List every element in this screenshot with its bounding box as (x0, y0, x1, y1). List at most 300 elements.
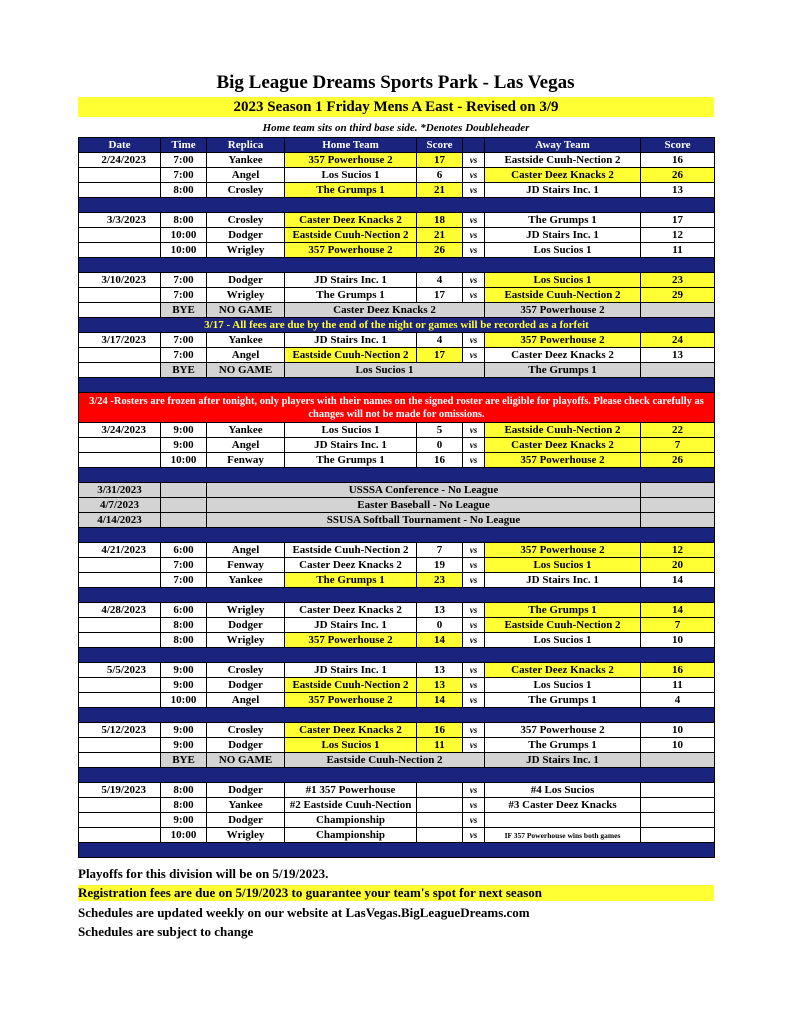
table-row (79, 633, 715, 648)
bye-label: BYE (161, 753, 207, 768)
fees-notice-row (79, 318, 715, 333)
week-divider (79, 648, 715, 663)
week-divider (79, 708, 715, 723)
game-date (79, 828, 161, 843)
game-time: 9:00 (161, 678, 207, 693)
game-date (79, 693, 161, 708)
home-score: 21 (417, 228, 463, 243)
game-date (79, 243, 161, 258)
away-team: The Grumps 1 (485, 213, 641, 228)
replica-field: Yankee (207, 798, 285, 813)
replica-field: Dodger (207, 813, 285, 828)
away-team: JD Stairs Inc. 1 (485, 573, 641, 588)
game-date: 5/12/2023 (79, 723, 161, 738)
home-score (417, 813, 463, 828)
vs-label: vs (463, 288, 485, 303)
empty-cell (161, 483, 207, 498)
game-date: 3/24/2023 (79, 423, 161, 438)
game-date (79, 618, 161, 633)
replica-field: Dodger (207, 678, 285, 693)
table-row (79, 723, 715, 738)
home-team: The Grumps 1 (285, 288, 417, 303)
vs-label: vs (463, 723, 485, 738)
vs-label: vs (463, 798, 485, 813)
vs-label: vs (463, 153, 485, 168)
game-date (79, 738, 161, 753)
home-score: 4 (417, 273, 463, 288)
table-row (79, 423, 715, 438)
home-score: 17 (417, 153, 463, 168)
vs-label: vs (463, 693, 485, 708)
table-row (79, 273, 715, 288)
replica-field: Yankee (207, 423, 285, 438)
home-score: 0 (417, 618, 463, 633)
no-game-label: NO GAME (207, 363, 285, 378)
replica-field: Wrigley (207, 288, 285, 303)
header-row (79, 138, 715, 153)
away-team: The Grumps 1 (485, 693, 641, 708)
table-row (79, 783, 715, 798)
home-score: 16 (417, 453, 463, 468)
home-score (417, 798, 463, 813)
home-team: Los Sucios 1 (285, 168, 417, 183)
game-time: 7:00 (161, 558, 207, 573)
home-team: Championship (285, 813, 417, 828)
game-date (79, 798, 161, 813)
home-team: Eastside Cuuh-Nection 2 (285, 543, 417, 558)
bye-home-team: Caster Deez Knacks 2 (285, 303, 485, 318)
no-game-label: NO GAME (207, 303, 285, 318)
away-score: 20 (641, 558, 715, 573)
empty-cell (641, 498, 715, 513)
game-date: 4/21/2023 (79, 543, 161, 558)
game-time: 9:00 (161, 723, 207, 738)
game-time: 8:00 (161, 798, 207, 813)
no-league-date: 4/7/2023 (79, 498, 161, 513)
game-date (79, 633, 161, 648)
table-row (79, 618, 715, 633)
table-row (79, 738, 715, 753)
season-subtitle: 2023 Season 1 Friday Mens A East - Revised on 3/9 (78, 97, 714, 117)
home-team: Los Sucios 1 (285, 738, 417, 753)
home-team: The Grumps 1 (285, 573, 417, 588)
home-team: 357 Powerhouse 2 (285, 633, 417, 648)
home-score: 17 (417, 288, 463, 303)
no-league-label: USSSA Conference - No League (207, 483, 641, 498)
away-team: 357 Powerhouse 2 (485, 333, 641, 348)
home-score: 17 (417, 348, 463, 363)
game-time: 8:00 (161, 183, 207, 198)
game-date (79, 753, 161, 768)
away-score: 11 (641, 243, 715, 258)
page-title: Big League Dreams Sports Park - Las Vegas (216, 72, 575, 93)
no-league-date: 4/14/2023 (79, 513, 161, 528)
table-row (79, 813, 715, 828)
game-date: 4/28/2023 (79, 603, 161, 618)
game-time: 9:00 (161, 423, 207, 438)
away-score (641, 798, 715, 813)
game-date: 3/17/2023 (79, 333, 161, 348)
game-date: 3/10/2023 (79, 273, 161, 288)
away-score (641, 813, 715, 828)
week-divider (79, 528, 715, 543)
game-time: 8:00 (161, 618, 207, 633)
home-team: Caster Deez Knacks 2 (285, 723, 417, 738)
no-league-row (79, 483, 715, 498)
home-score: 13 (417, 603, 463, 618)
game-time: 7:00 (161, 573, 207, 588)
replica-field: Yankee (207, 333, 285, 348)
home-score: 21 (417, 183, 463, 198)
away-score: 10 (641, 738, 715, 753)
away-team: Caster Deez Knacks 2 (485, 348, 641, 363)
game-date (79, 303, 161, 318)
vs-label: vs (463, 783, 485, 798)
away-score: 26 (641, 168, 715, 183)
subject-to-change-note: Schedules are subject to change (78, 924, 254, 939)
game-time: 7:00 (161, 168, 207, 183)
home-team: JD Stairs Inc. 1 (285, 333, 417, 348)
away-score: 12 (641, 228, 715, 243)
away-team: Eastside Cuuh-Nection 2 (485, 288, 641, 303)
home-team: Caster Deez Knacks 2 (285, 603, 417, 618)
away-score: 14 (641, 573, 715, 588)
vs-label: vs (463, 663, 485, 678)
empty-cell (161, 498, 207, 513)
away-team: IF 357 Powerhouse wins both games (485, 828, 641, 843)
header-time: Time (161, 138, 207, 153)
vs-label: vs (463, 438, 485, 453)
away-team: Caster Deez Knacks 2 (485, 663, 641, 678)
replica-field: Dodger (207, 618, 285, 633)
home-team: #2 Eastside Cuuh-Nection (285, 798, 417, 813)
home-team: The Grumps 1 (285, 183, 417, 198)
empty-cell (641, 513, 715, 528)
bye-away-team: 357 Powerhouse 2 (485, 303, 641, 318)
game-time: 6:00 (161, 603, 207, 618)
empty-cell (161, 513, 207, 528)
away-team: Los Sucios 1 (485, 243, 641, 258)
game-time: 9:00 (161, 663, 207, 678)
game-time: 9:00 (161, 738, 207, 753)
table-row (79, 348, 715, 363)
game-date (79, 288, 161, 303)
vs-label: vs (463, 333, 485, 348)
replica-field: Crosley (207, 213, 285, 228)
bye-away-team: JD Stairs Inc. 1 (485, 753, 641, 768)
away-score: 23 (641, 273, 715, 288)
away-team: 357 Powerhouse 2 (485, 543, 641, 558)
replica-field: Yankee (207, 573, 285, 588)
replica-field: Wrigley (207, 603, 285, 618)
vs-label: vs (463, 243, 485, 258)
table-row (79, 543, 715, 558)
vs-label: vs (463, 543, 485, 558)
game-date: 2/24/2023 (79, 153, 161, 168)
away-score: 22 (641, 423, 715, 438)
home-team: Eastside Cuuh-Nection 2 (285, 678, 417, 693)
week-divider (79, 588, 715, 603)
no-league-row (79, 498, 715, 513)
away-score: 10 (641, 633, 715, 648)
away-score: 17 (641, 213, 715, 228)
home-score: 11 (417, 738, 463, 753)
vs-label: vs (463, 213, 485, 228)
week-divider (79, 378, 715, 393)
home-score: 5 (417, 423, 463, 438)
replica-field: Crosley (207, 663, 285, 678)
no-league-label: SSUSA Softball Tournament - No League (207, 513, 641, 528)
away-score (641, 783, 715, 798)
table-row (79, 453, 715, 468)
schedule-table (78, 137, 715, 858)
game-date: 5/5/2023 (79, 663, 161, 678)
bye-score (641, 753, 715, 768)
vs-label: vs (463, 813, 485, 828)
table-row (79, 438, 715, 453)
game-time: 7:00 (161, 273, 207, 288)
away-team: Eastside Cuuh-Nection 2 (485, 153, 641, 168)
vs-label: vs (463, 168, 485, 183)
roster-notice-row (79, 393, 715, 423)
away-score: 13 (641, 183, 715, 198)
game-date (79, 813, 161, 828)
game-time: 7:00 (161, 153, 207, 168)
home-team: Eastside Cuuh-Nection 2 (285, 228, 417, 243)
home-team: 357 Powerhouse 2 (285, 243, 417, 258)
away-score: 16 (641, 153, 715, 168)
game-time: 8:00 (161, 783, 207, 798)
game-time: 9:00 (161, 813, 207, 828)
week-divider (79, 843, 715, 858)
game-date (79, 678, 161, 693)
replica-field: Wrigley (207, 633, 285, 648)
home-team: #1 357 Powerhouse (285, 783, 417, 798)
playoffs-note: Playoffs for this division will be on 5/19/2023. (78, 866, 329, 881)
game-date (79, 438, 161, 453)
game-time: 9:00 (161, 438, 207, 453)
table-row (79, 333, 715, 348)
header-away-score: Score (641, 138, 715, 153)
home-score (417, 828, 463, 843)
no-league-row (79, 513, 715, 528)
away-score: 7 (641, 618, 715, 633)
away-score: 29 (641, 288, 715, 303)
no-game-label: NO GAME (207, 753, 285, 768)
table-row (79, 288, 715, 303)
bye-row (79, 363, 715, 378)
home-score: 0 (417, 438, 463, 453)
away-score: 24 (641, 333, 715, 348)
empty-cell (641, 483, 715, 498)
game-date: 3/3/2023 (79, 213, 161, 228)
home-score: 19 (417, 558, 463, 573)
replica-field: Fenway (207, 453, 285, 468)
bye-label: BYE (161, 363, 207, 378)
vs-label: vs (463, 273, 485, 288)
header-date: Date (79, 138, 161, 153)
away-score (641, 828, 715, 843)
game-date (79, 453, 161, 468)
game-date (79, 183, 161, 198)
away-team: The Grumps 1 (485, 738, 641, 753)
game-time: 7:00 (161, 348, 207, 363)
home-team: JD Stairs Inc. 1 (285, 618, 417, 633)
home-score: 14 (417, 693, 463, 708)
home-team: 357 Powerhouse 2 (285, 693, 417, 708)
home-score: 13 (417, 663, 463, 678)
away-team: 357 Powerhouse 2 (485, 723, 641, 738)
game-time: 7:00 (161, 288, 207, 303)
replica-field: Angel (207, 543, 285, 558)
away-team (485, 813, 641, 828)
away-team: #3 Caster Deez Knacks (485, 798, 641, 813)
home-score: 6 (417, 168, 463, 183)
home-score: 26 (417, 243, 463, 258)
game-time: 7:00 (161, 333, 207, 348)
bye-row (79, 303, 715, 318)
game-time: 8:00 (161, 633, 207, 648)
home-team: JD Stairs Inc. 1 (285, 273, 417, 288)
header-home-team: Home Team (285, 138, 417, 153)
vs-label: vs (463, 453, 485, 468)
header-vs (463, 138, 485, 153)
replica-field: Crosley (207, 183, 285, 198)
home-score (417, 783, 463, 798)
bye-away-team: The Grumps 1 (485, 363, 641, 378)
away-team: Caster Deez Knacks 2 (485, 168, 641, 183)
vs-label: vs (463, 633, 485, 648)
home-team: JD Stairs Inc. 1 (285, 438, 417, 453)
away-score: 10 (641, 723, 715, 738)
website-note: Schedules are updated weekly on our website at LasVegas.BigLeagueDreams.com (78, 905, 530, 920)
game-date (79, 558, 161, 573)
replica-field: Angel (207, 348, 285, 363)
roster-notice: 3/24 -Rosters are frozen after tonight, only players with their names on the signed roster are eligible for playoffs. Please check carefully as changes will not be made for omissions. (79, 393, 715, 423)
week-divider (79, 468, 715, 483)
away-score: 14 (641, 603, 715, 618)
away-team: Eastside Cuuh-Nection 2 (485, 423, 641, 438)
table-row (79, 603, 715, 618)
table-row (79, 798, 715, 813)
game-date (79, 573, 161, 588)
fees-notice: 3/17 - All fees are due by the end of the night or games will be recorded as a forfeit (79, 318, 715, 333)
game-time: 10:00 (161, 828, 207, 843)
bye-home-team: Los Sucios 1 (285, 363, 485, 378)
bye-label: BYE (161, 303, 207, 318)
replica-field: Dodger (207, 783, 285, 798)
away-score: 12 (641, 543, 715, 558)
table-row (79, 828, 715, 843)
week-divider (79, 258, 715, 273)
home-team: Caster Deez Knacks 2 (285, 213, 417, 228)
table-row (79, 558, 715, 573)
game-date (79, 348, 161, 363)
home-team: Caster Deez Knacks 2 (285, 558, 417, 573)
vs-label: vs (463, 828, 485, 843)
table-row (79, 573, 715, 588)
table-row (79, 228, 715, 243)
vs-label: vs (463, 348, 485, 363)
header-replica: Replica (207, 138, 285, 153)
header-home-score: Score (417, 138, 463, 153)
table-row (79, 243, 715, 258)
away-score: 4 (641, 693, 715, 708)
home-team: Championship (285, 828, 417, 843)
home-score: 13 (417, 678, 463, 693)
vs-label: vs (463, 678, 485, 693)
game-time: 8:00 (161, 213, 207, 228)
bye-row (79, 753, 715, 768)
week-divider (79, 198, 715, 213)
away-team: Los Sucios 1 (485, 558, 641, 573)
away-team: Caster Deez Knacks 2 (485, 438, 641, 453)
home-score: 14 (417, 633, 463, 648)
away-team: Los Sucios 1 (485, 273, 641, 288)
week-divider (79, 768, 715, 783)
vs-label: vs (463, 423, 485, 438)
home-team: JD Stairs Inc. 1 (285, 663, 417, 678)
game-date (79, 168, 161, 183)
vs-label: vs (463, 738, 485, 753)
away-team: JD Stairs Inc. 1 (485, 183, 641, 198)
game-date: 5/19/2023 (79, 783, 161, 798)
vs-label: vs (463, 603, 485, 618)
vs-label: vs (463, 618, 485, 633)
replica-field: Fenway (207, 558, 285, 573)
registration-note: Registration fees are due on 5/19/2023 to guarantee your team's spot for next season (78, 885, 714, 901)
game-date (79, 228, 161, 243)
table-row (79, 663, 715, 678)
away-score: 11 (641, 678, 715, 693)
replica-field: Dodger (207, 273, 285, 288)
no-league-label: Easter Baseball - No League (207, 498, 641, 513)
no-league-date: 3/31/2023 (79, 483, 161, 498)
game-time: 10:00 (161, 228, 207, 243)
away-team: JD Stairs Inc. 1 (485, 228, 641, 243)
away-team: Los Sucios 1 (485, 678, 641, 693)
replica-field: Angel (207, 693, 285, 708)
vs-label: vs (463, 573, 485, 588)
vs-label: vs (463, 228, 485, 243)
table-row (79, 183, 715, 198)
game-time: 10:00 (161, 693, 207, 708)
vs-label: vs (463, 558, 485, 573)
home-team: 357 Powerhouse 2 (285, 153, 417, 168)
replica-field: Dodger (207, 738, 285, 753)
replica-field: Yankee (207, 153, 285, 168)
replica-field: Angel (207, 168, 285, 183)
replica-field: Crosley (207, 723, 285, 738)
away-score: 16 (641, 663, 715, 678)
game-time: 6:00 (161, 543, 207, 558)
table-row (79, 693, 715, 708)
home-score: 18 (417, 213, 463, 228)
vs-label: vs (463, 183, 485, 198)
away-team: Los Sucios 1 (485, 633, 641, 648)
game-date (79, 363, 161, 378)
away-score: 13 (641, 348, 715, 363)
home-score: 16 (417, 723, 463, 738)
game-time: 10:00 (161, 243, 207, 258)
away-score: 26 (641, 453, 715, 468)
home-team: Los Sucios 1 (285, 423, 417, 438)
replica-field: Dodger (207, 228, 285, 243)
bye-home-team: Eastside Cuuh-Nection 2 (285, 753, 485, 768)
bye-score (641, 363, 715, 378)
away-team: #4 Los Sucios (485, 783, 641, 798)
home-score: 4 (417, 333, 463, 348)
